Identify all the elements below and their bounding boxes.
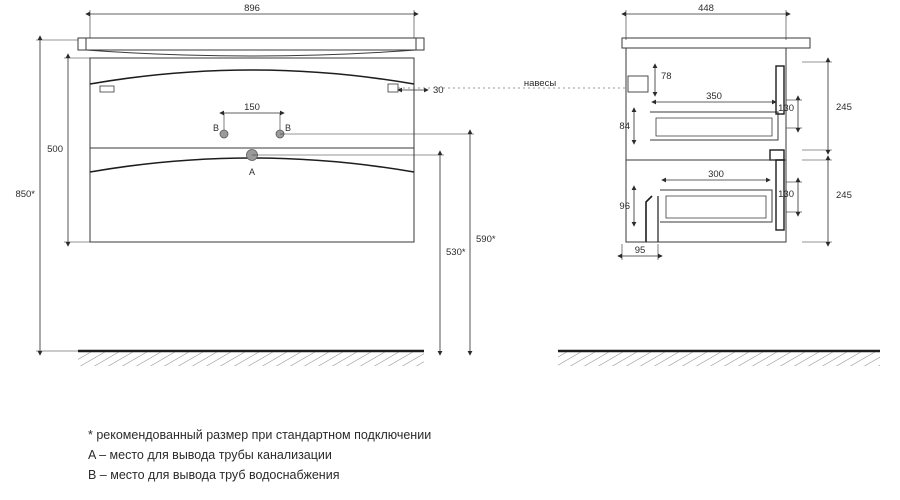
marker-b-right: B [284, 123, 292, 133]
front-elevation-geometry [78, 38, 424, 366]
dim-lower-530: 530* [446, 247, 466, 258]
dim-overall-height: 850* [15, 189, 35, 200]
callout-label-hangers: навесы [523, 78, 557, 89]
marker-a-drain: A [248, 167, 256, 177]
dim-lower-590: 590* [476, 234, 496, 245]
legend-line-b: B – место для вывода труб водоснабжения [88, 468, 340, 482]
dim-overall-depth: 448 [698, 3, 714, 14]
legend-line-a: A – место для вывода трубы канализации [88, 448, 332, 462]
dim-cabinet-height: 500 [47, 144, 63, 155]
dim-hanger-top: 78 [661, 71, 672, 82]
dim-lower-drawer-inner: 300 [708, 169, 724, 180]
side-elevation-geometry [558, 38, 880, 366]
dim-lower-offset: 96 [619, 201, 630, 212]
legend-line-note: * рекомендованный размер при стандартном подключении [88, 428, 432, 442]
dim-lower-section: 245 [836, 190, 852, 201]
dim-tap-spacing: 150 [244, 102, 260, 113]
dim-upper-section: 245 [836, 102, 852, 113]
dim-side-offset: 30 [433, 85, 444, 96]
dim-lower-drawer-height: 130 [778, 189, 794, 200]
legend [88, 425, 608, 485]
dim-base-offset: 95 [634, 245, 646, 256]
dim-upper-drawer-inner: 350 [706, 91, 722, 102]
dim-upper-offset: 84 [619, 121, 630, 132]
dim-upper-drawer-height: 130 [778, 103, 794, 114]
dim-overall-width: 896 [244, 3, 260, 14]
marker-b-left: B [212, 123, 220, 133]
